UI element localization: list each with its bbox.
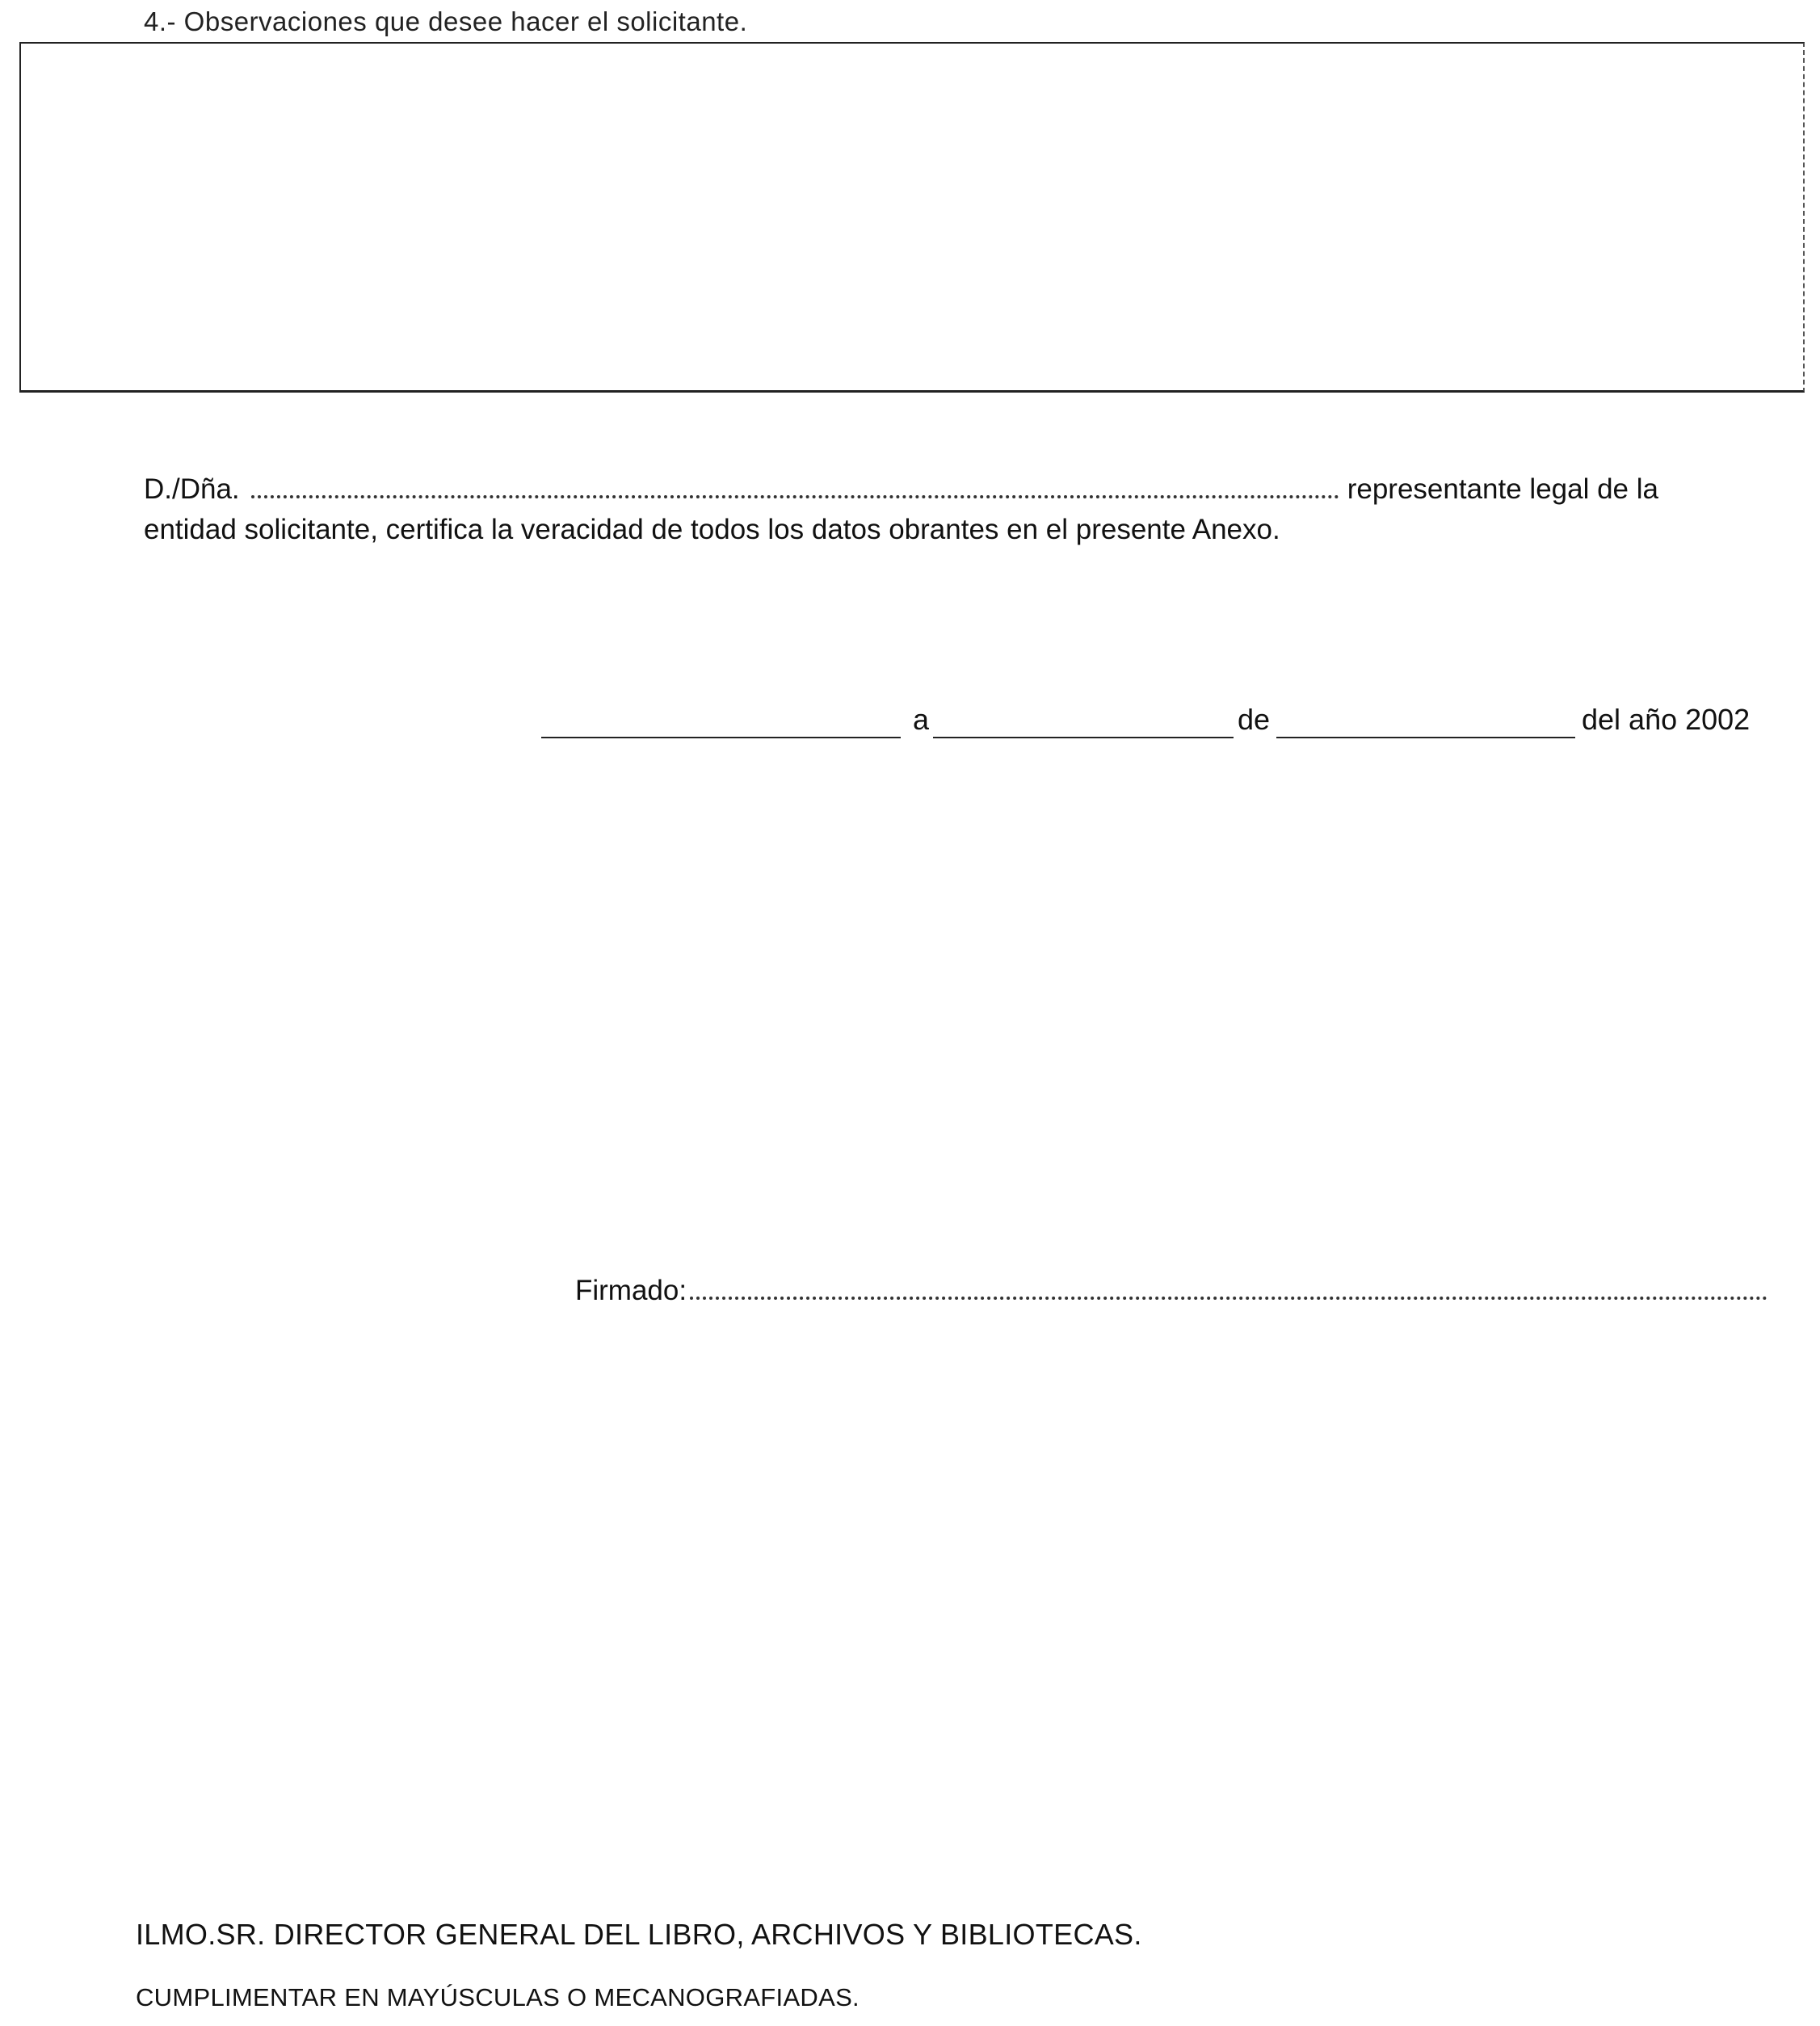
certification-line-2: entidad solicitante, certifica la veracidad de todos los datos obrantes en el presente Anexo. [144,514,1280,545]
addressee: ILMO.SR. DIRECTOR GENERAL DEL LIBRO, ARCHIVOS Y BIBLIOTECAS. [136,1918,1142,1951]
fill-instructions: CUMPLIMENTAR EN MAYÚSCULAS O MECANOGRAFIADAS. [136,1983,860,2011]
observations-field[interactable] [19,42,1805,393]
day-field[interactable] [933,737,1234,738]
section-heading: 4.- Observaciones que desee hacer el solicitante. [144,6,748,36]
month-field[interactable] [1276,737,1575,738]
date-word-a: a [913,703,930,736]
signature-field[interactable] [690,1277,1767,1300]
place-field[interactable] [541,737,901,738]
representative-title: D./Dña. [144,473,240,505]
certification-line-1 [144,473,1658,509]
representative-name-field[interactable] [251,477,1339,498]
date-line [541,701,1767,742]
signature-line [575,1275,1767,1312]
representative-role-text: representante legal de la [1347,473,1658,505]
date-word-de: de [1238,703,1271,736]
year-text: del año 2002 [1582,703,1751,736]
signature-label: Firmado: [575,1275,687,1306]
